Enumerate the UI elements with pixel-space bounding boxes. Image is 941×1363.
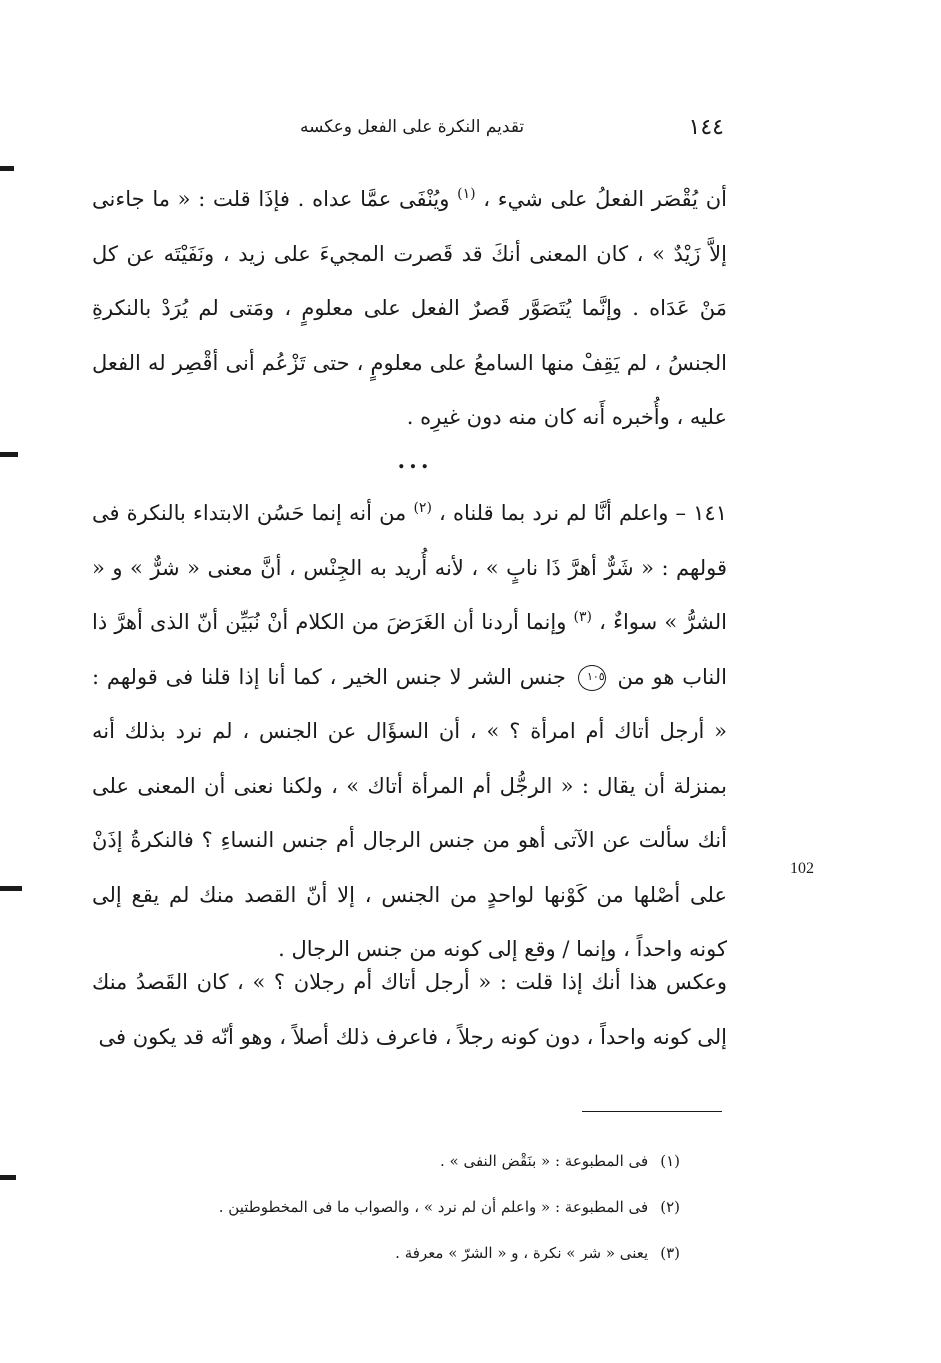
footnote bbox=[160, 1184, 680, 1230]
footnote bbox=[160, 1138, 680, 1184]
paragraph-text: وإنما أردنا أن الغَرَضَ من الكلام أنْ نُبَيِّن أنّ الذى أهرَّ ذا الناب هو من bbox=[92, 610, 727, 689]
footnote-text: فى المطبوعة : « بنَقْض النفى » . bbox=[439, 1152, 649, 1170]
margin-page-number: 102 bbox=[790, 860, 814, 877]
scan-edge-mark bbox=[0, 886, 22, 891]
footnote-reference: (٢) bbox=[413, 500, 432, 516]
footnote-reference: (١) bbox=[457, 186, 476, 202]
scan-edge-mark bbox=[0, 166, 14, 171]
footnote-text: يعنى « شر » نكرة ، و « الشرّ » معرفة . bbox=[395, 1244, 649, 1262]
scan-edge-mark bbox=[0, 1175, 16, 1180]
paragraph-text: جنس الشر لا جنس الخير ، كما أنا إذا قلنا فى قولهم : « أرجل أتاك أم امرأة ؟ » ، أن السؤَال عن الجنس ، لم نرد بذلك أنه بمنزلة أن يقال : « الرجُّل أم المرأة أتاك » ، ولكنا نعنى أن المعنى على أنك سألت عن الآتى أهو من جنس الرجال أم جنس النساءِ ؟ فالنكرةُ إذَنْ على أصْلها من كَوْنها لواحدٍ من الجنس ، إلا أنّ القصد منك لم يقع إلى كونه واحداً ، وإنما / وقع إلى كونه من جنس الرجال . bbox=[92, 664, 727, 961]
paragraph-2 bbox=[92, 486, 727, 977]
page-header bbox=[300, 112, 724, 142]
paragraph-text: أن يُقْصَر الفعلُ على شيء ، bbox=[475, 187, 727, 211]
paragraph-3 bbox=[92, 955, 727, 1064]
footnote-number: (١) bbox=[660, 1152, 680, 1170]
footnote-divider bbox=[582, 1111, 722, 1112]
footnote-reference: (٣) bbox=[573, 609, 592, 625]
paragraph-text: وعكس هذا أنك إذا قلت : « أرجل أتاك أم رجلان ؟ » ، كان القَصدُ منك إلى كونه واحداً ، دون كونه رجلاً ، فاعرف ذلك أصلاً ، وهو أنّه قد يكون فى bbox=[92, 970, 727, 1049]
paragraph-text: من أنه إنما حَسُن الابتداء بالنكرة فى قولهم : « شَرٌّ أهرَّ ذَا نابٍ » ، لأنه أُريد به الجِنْس ، أنَّ معنى « شرٌّ » و « الشرُّ » سواءٌ ، bbox=[92, 501, 727, 634]
footnote-number: (٢) bbox=[660, 1198, 680, 1216]
paragraph-1 bbox=[92, 172, 727, 445]
footnote-number: (٣) bbox=[660, 1244, 680, 1262]
scan-edge-mark bbox=[0, 452, 18, 457]
paragraph-text: ويُنْفَى عمَّا عداه . فإذَا قلت : « ما جاءنى إلاَّ زَيْدٌ » ، كان المعنى أنكَ قد قَصرت المجيءَ على زيد ، ونَفَيْتَه عن كل مَنْ عَدَاه . وإنَّما يُتَصَوَّر قَصرٌ الفعل على معلومٍ ، ومَتى لم يُرَدْ بالنكرةِ الجنسُ ، لم يَقِفْ منها السامعُ على معلومٍ ، حتى تَزْعُم أنى أقْصِر له الفعل عليه ، وأُخبره أَنه كان منه دون غيرِه . bbox=[92, 187, 727, 429]
running-title: تقديم النكرة على الفعل وعكسه bbox=[300, 117, 525, 137]
footnotes bbox=[160, 1138, 680, 1276]
footnote-text: فى المطبوعة : « واعلم أن لم نرد » ، والصواب ما فى المخطوطتين . bbox=[218, 1198, 649, 1216]
section-separator: ... bbox=[397, 448, 433, 474]
paragraph-text: ١٤١ – واعلم أنَّا لم نرد بما قلناه ، bbox=[431, 501, 727, 525]
manuscript-folio-marker: ١٠٥ bbox=[578, 665, 606, 691]
footnote bbox=[160, 1230, 680, 1276]
page-number: ١٤٤ bbox=[688, 114, 724, 140]
